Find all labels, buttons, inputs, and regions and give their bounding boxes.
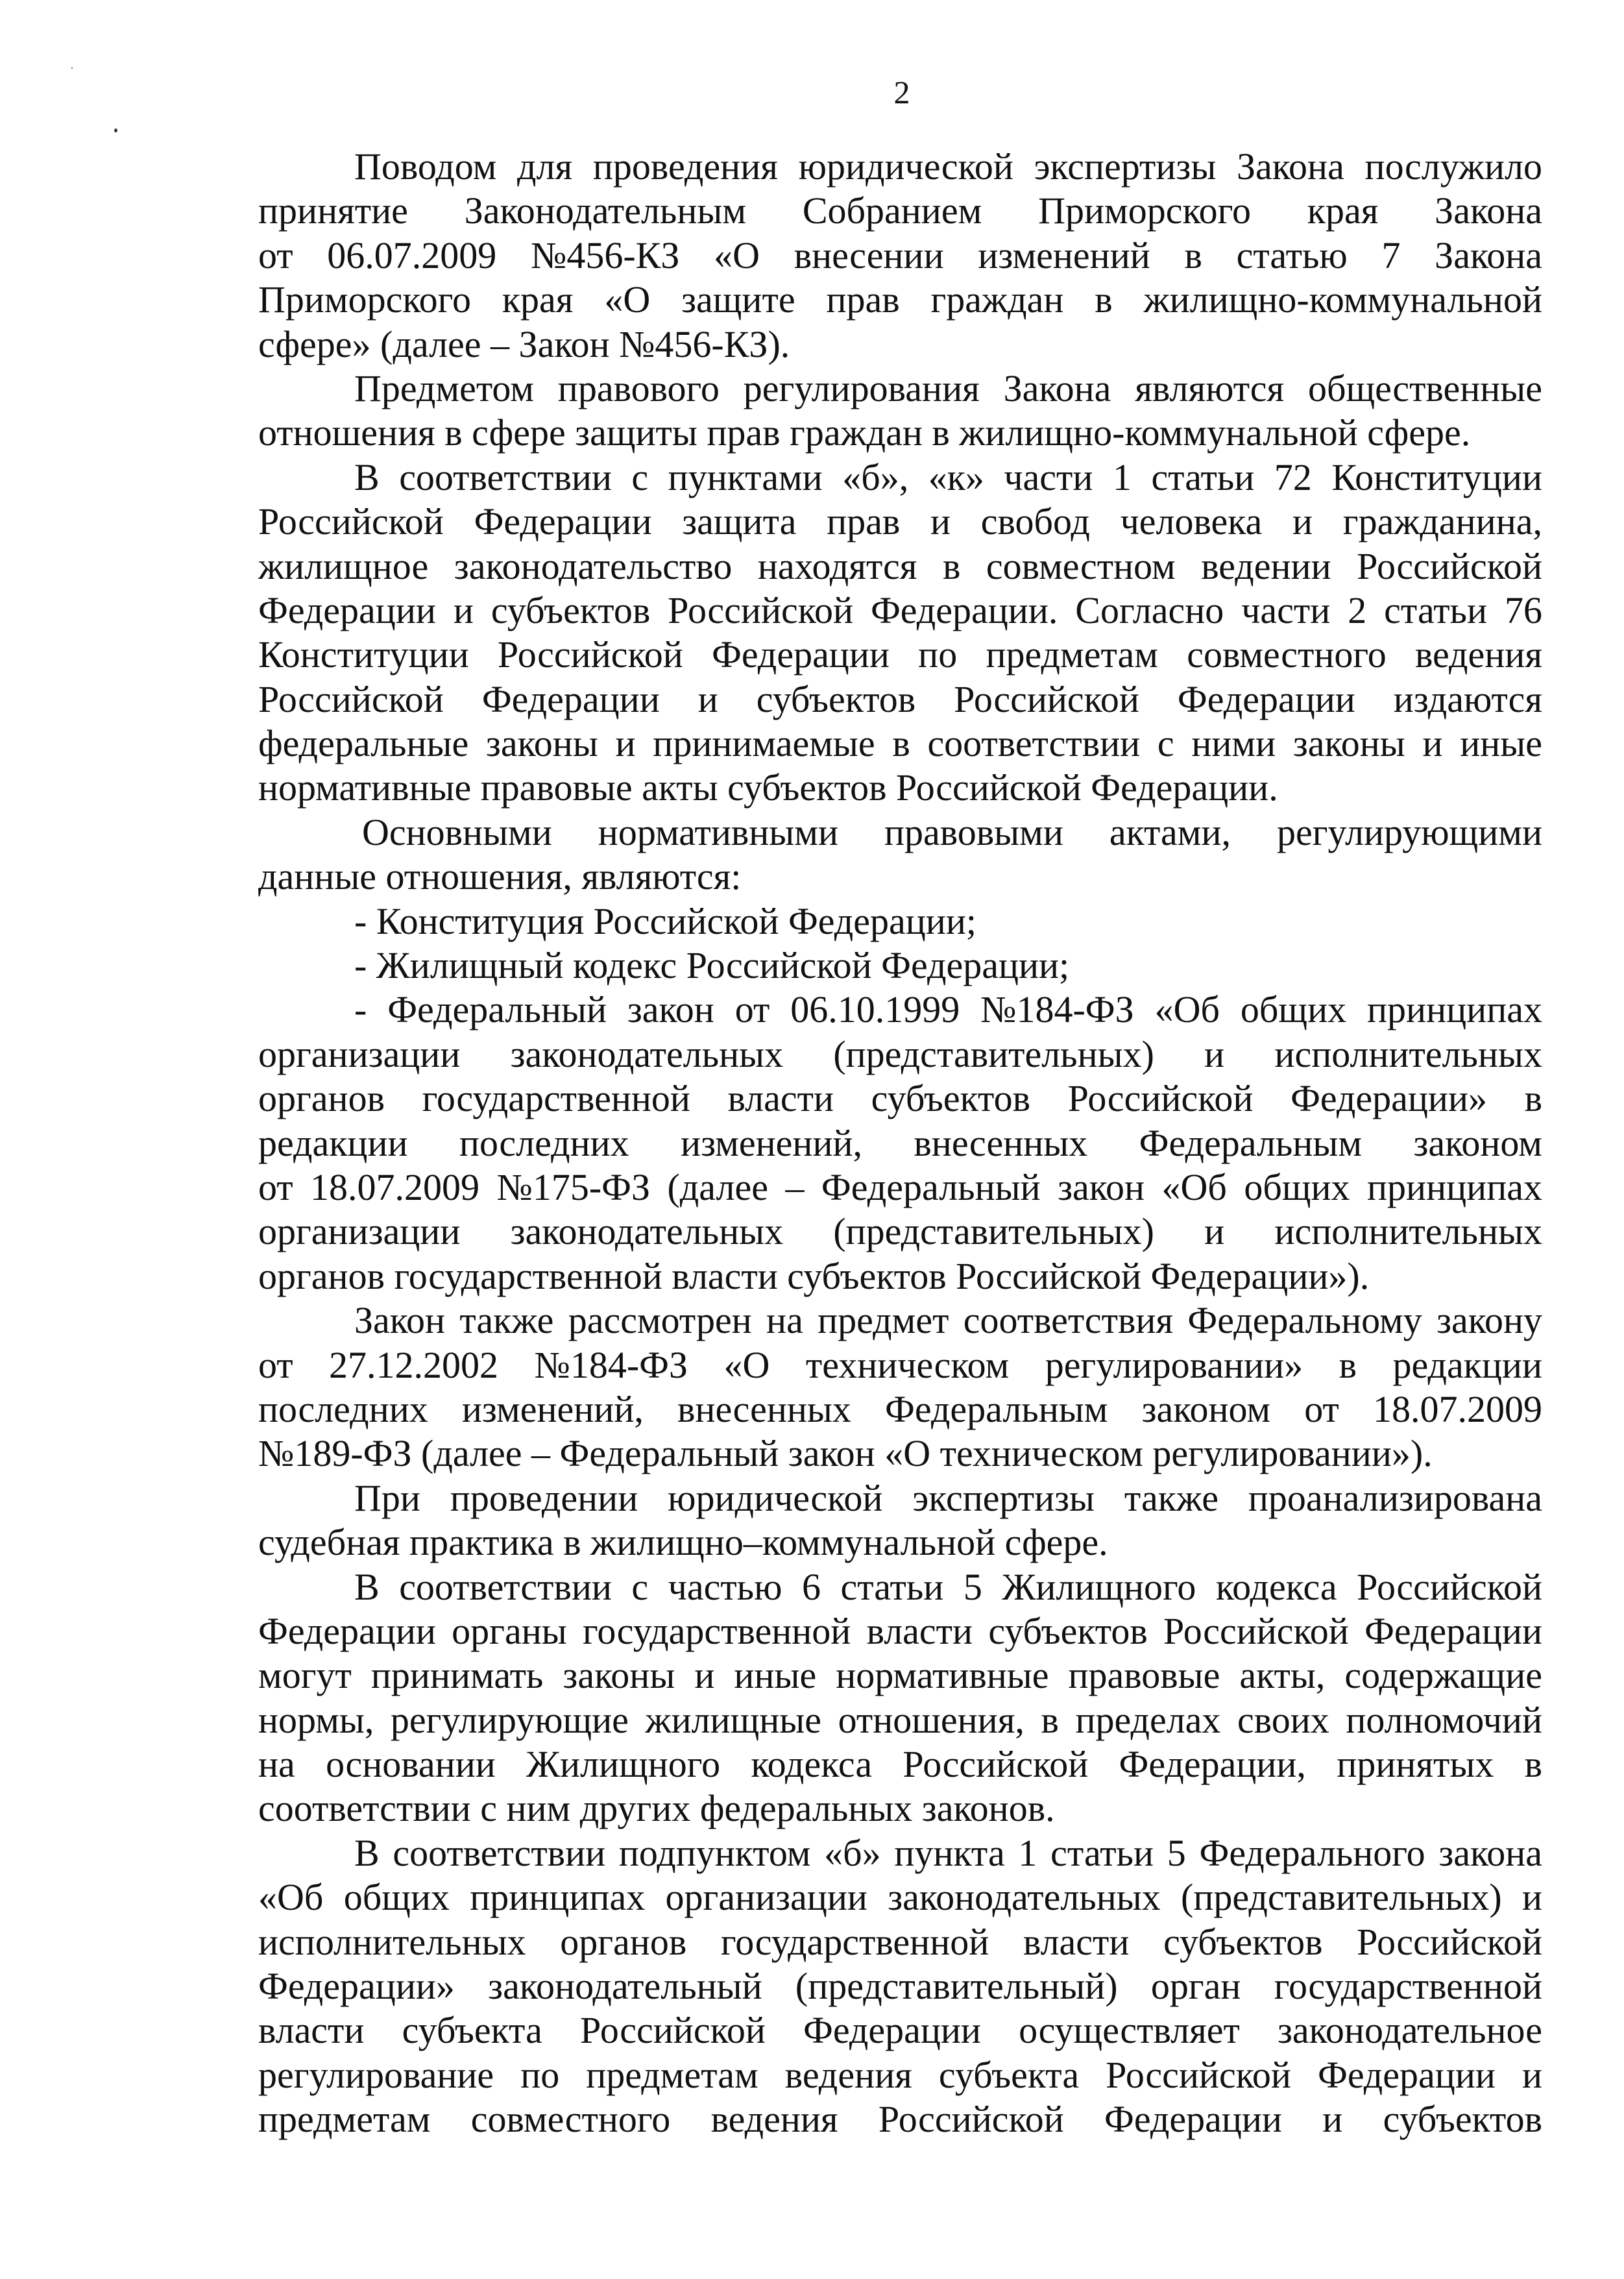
text-line-content: Федерации и субъектов Российской Федерации. Согласно части 2 статьи 76 [258,589,1542,631]
text-line-content: отношения в сфере защиты прав граждан в жилищно-коммунальной сфере. [258,411,1471,454]
text-line-content: судебная практика в жилищно–коммунальной сфере. [258,1521,1108,1564]
text-line [258,1831,1542,1875]
text-line-content: Федерации органы государственной власти субъектов Российской Федерации [258,1609,1542,1652]
text-line [258,2053,1542,2097]
text-line-content: Конституции Российской Федерации по предметам совместного ведения [258,633,1542,676]
text-line-content: Закон также рассмотрен на предмет соответствия Федеральному закону [354,1299,1542,1342]
text-line [258,1432,1542,1476]
text-line-content: предметам совместного ведения Российской Федерации и субъектов [258,2098,1542,2141]
paragraph [258,145,1542,367]
text-line [258,1964,1542,2008]
text-line-content: организации законодательных (представительных) и исполнительных [258,1032,1542,1075]
text-line-content: В соответствии с частью 6 статьи 5 Жилищного кодекса Российской [354,1565,1542,1608]
text-line-content: власти субъекта Российской Федерации осуществляет законодательное [258,2009,1542,2052]
text-line [258,1609,1542,1653]
text-line-content: последних изменений, внесенных Федеральным законом от 18.07.2009 [258,1387,1542,1430]
text-line [258,367,1542,411]
text-line-content: регулирование по предметам ведения субъекта Российской Федерации и [258,2053,1542,2096]
text-line-content: «Об общих принципах организации законодательных (представительных) и [258,1876,1542,1919]
text-line [258,1210,1542,1254]
text-line-content: Предметом правового регулирования Закона являются общественные [354,367,1542,409]
text-line [258,722,1542,766]
paragraph [258,1831,1542,2142]
text-line [258,1121,1542,1165]
text-line [258,1565,1542,1609]
text-line-content: органов государственной власти субъектов Российской Федерации» в [258,1077,1542,1120]
text-line-content: исполнительных органов государственной власти субъектов Российской [258,1920,1542,1963]
page-number: 2 [893,74,910,110]
text-line-content: В соответствии подпунктом «б» пункта 1 статьи 5 Федерального закона [354,1831,1542,1874]
text-line-content: органов государственной власти субъектов Российской Федерации»). [258,1254,1370,1297]
text-line-content: - Федеральный закон от 06.10.1999 №184-ФЗ «Об общих принципах [354,988,1542,1031]
text-line [258,1786,1542,1831]
text-line-content: могут принимать законы и иные нормативные правовые акты, содержащие [258,1654,1542,1697]
text-line [258,633,1542,677]
text-line [258,1520,1542,1565]
text-line-content: Российской Федерации и субъектов Российской Федерации издаются [258,677,1542,720]
text-line-content: на основании Жилищного кодекса Российской Федерации, принятых в [258,1743,1542,1786]
text-line [258,855,1542,899]
text-line [258,500,1542,544]
paragraph [258,899,1542,944]
text-line [258,189,1542,233]
text-line-content: Федерации» законодательный (представительный) орган государственной [258,1965,1542,2008]
text-line [258,411,1542,455]
text-line-content: Поводом для проведения юридической экспертизы Закона послужило [354,145,1542,188]
text-line-content: Приморского края «О защите прав граждан в жилищно-коммунальной [258,278,1542,321]
paragraph [258,456,1542,810]
text-line [258,1032,1542,1077]
text-line [258,323,1542,367]
text-line-content: от 18.07.2009 №175-ФЗ (далее – Федеральный закон «Об общих принципах [258,1165,1542,1208]
paragraph [258,1298,1542,1476]
text-line [258,944,1542,988]
text-line-content: от 06.07.2009 №456-КЗ «О внесении изменений в статью 7 Закона [258,234,1542,276]
text-line [258,1742,1542,1786]
text-line [258,589,1542,633]
text-line [258,677,1542,722]
text-line [258,1387,1542,1432]
text-line [258,1875,1542,1919]
text-line [258,1165,1542,1210]
text-line-content: сфере» (далее – Закон №456-КЗ). [258,323,790,365]
text-line [258,456,1542,500]
text-line [258,1254,1542,1298]
text-line-content: При проведении юридической экспертизы также проанализирована [354,1476,1542,1519]
paragraph [258,988,1542,1298]
text-line-content: соответствии с ним других федеральных законов. [258,1787,1055,1830]
text-line [258,899,1542,944]
document-body [258,145,1542,2142]
scan-speck [114,128,117,132]
text-line [258,1298,1542,1343]
text-line-content: принятие Законодательным Собранием Приморского края Закона [258,189,1542,232]
paragraph [258,810,1542,899]
paragraph [258,944,1542,988]
text-line [258,1920,1542,1964]
paragraph [258,367,1542,456]
text-line [258,1653,1542,1698]
text-line-content: Основными нормативными правовыми актами, регулирующими [362,810,1542,853]
scan-speck [71,67,73,69]
text-line [258,1077,1542,1121]
text-line [258,145,1542,189]
text-line-content: данные отношения, являются: [258,855,742,898]
text-line-content: федеральные законы и принимаемые в соответствии с ними законы и иные [258,722,1542,765]
text-line [258,544,1542,589]
text-line [258,2097,1542,2141]
text-line-content: жилищное законодательство находятся в совместном ведении Российской [258,544,1542,587]
text-line-content: нормативные правовые акты субъектов Российской Федерации. [258,766,1278,809]
text-line-content: организации законодательных (представительных) и исполнительных [258,1210,1542,1253]
text-line [258,988,1542,1032]
text-line-content: - Конституция Российской Федерации; [354,899,976,942]
paragraph [258,1565,1542,1831]
text-line-content: редакции последних изменений, внесенных Федеральным законом [258,1121,1542,1164]
text-line [258,278,1542,322]
text-line-content: В соответствии с пунктами «б», «к» части 1 статьи 72 Конституции [354,456,1542,498]
text-line [258,1343,1542,1387]
text-line [258,234,1542,278]
text-line [258,766,1542,810]
paragraph [258,1476,1542,1565]
text-line-content: Российской Федерации защита прав и свобод человека и гражданина, [258,500,1542,543]
text-line-content: нормы, регулирующие жилищные отношения, в пределах своих полномочий [258,1698,1542,1741]
text-line [258,2008,1542,2053]
text-line-content: - Жилищный кодекс Российской Федерации; [354,944,1070,987]
text-line [258,810,1542,855]
text-line [258,1698,1542,1742]
text-line [258,1476,1542,1520]
text-line-content: №189-ФЗ (далее – Федеральный закон «О техническом регулировании»). [258,1432,1433,1475]
text-line-content: от 27.12.2002 №184-ФЗ «О техническом регулировании» в редакции [258,1343,1542,1386]
